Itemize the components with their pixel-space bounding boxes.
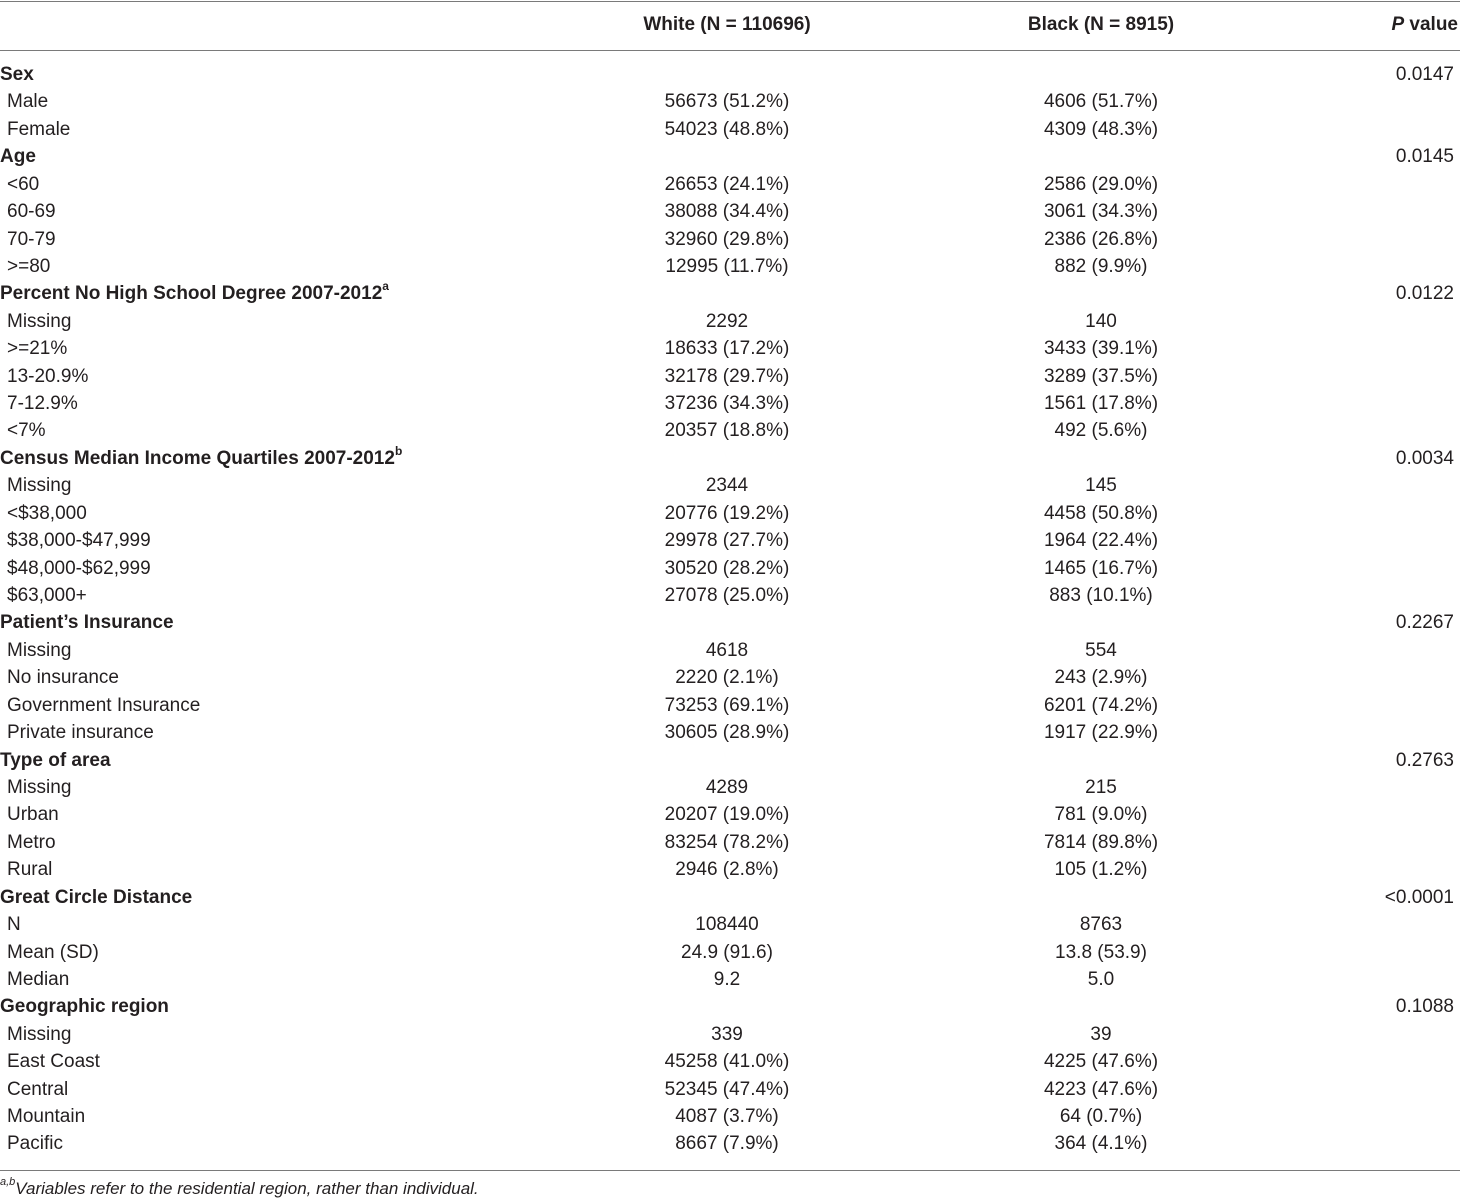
table-row — [0, 390, 1460, 417]
row-label-text: Geographic region — [0, 996, 169, 1018]
black-value: 883 (10.1%) — [1049, 585, 1153, 607]
table-row — [0, 774, 1460, 801]
black-value: 64 (0.7%) — [1059, 1106, 1143, 1128]
white-value: 12995 (11.7%) — [665, 255, 789, 277]
black-value: 13.8 (53.9) — [1055, 941, 1147, 963]
black-value: 5.0 — [1087, 968, 1115, 990]
black-value: 1465 (16.7%) — [1043, 557, 1159, 579]
p-value: 0.0145 — [1395, 146, 1454, 168]
row-label — [7, 1021, 71, 1048]
table-row — [0, 801, 1460, 828]
row-label — [7, 582, 87, 609]
row-label-text: N — [7, 914, 21, 936]
black-value: 4606 (51.7%) — [1043, 91, 1159, 113]
section-label — [0, 884, 192, 911]
row-label-text: Patient’s Insurance — [0, 612, 174, 634]
row-label — [7, 637, 71, 664]
white-value: 4087 (3.7%) — [675, 1106, 779, 1128]
row-label-text: Male — [7, 91, 49, 113]
table-row — [0, 1076, 1460, 1103]
row-label — [7, 335, 67, 362]
row-label-text: >=21% — [7, 338, 68, 360]
footnote-text: Variables refer to the residential region, rather than individual. — [15, 1179, 479, 1198]
footnote-ref: a — [382, 279, 389, 294]
row-label — [7, 226, 56, 253]
p-value: 0.2763 — [1395, 749, 1454, 771]
table-row — [0, 198, 1460, 225]
row-label — [7, 774, 71, 801]
row-label-text: Census Median Income Quartiles 2007-2012 — [0, 447, 395, 469]
table-row — [0, 335, 1460, 362]
section-label — [0, 445, 402, 472]
table-row — [0, 500, 1460, 527]
white-value: 54023 (48.8%) — [664, 118, 790, 140]
row-label-text: Missing — [7, 475, 72, 497]
table-row — [0, 226, 1460, 253]
black-value: 781 (9.0%) — [1054, 804, 1148, 826]
white-value: 30520 (28.2%) — [664, 557, 790, 579]
row-label-text: Missing — [7, 639, 72, 661]
table-row — [0, 1103, 1460, 1130]
row-label-text: Age — [0, 146, 36, 168]
black-value: 140 — [1085, 310, 1117, 332]
row-label — [7, 527, 151, 554]
p-value: 0.0122 — [1395, 283, 1454, 305]
table-row — [0, 116, 1460, 143]
table-row — [0, 692, 1460, 719]
white-value: 30605 (28.9%) — [664, 722, 790, 744]
white-value: 2292 — [705, 310, 749, 332]
row-label — [7, 692, 200, 719]
black-value: 7814 (89.8%) — [1043, 831, 1159, 853]
row-label-text: 70-79 — [7, 228, 56, 250]
black-value: 4225 (47.6%) — [1043, 1051, 1159, 1073]
header-p-italic: P — [1391, 14, 1405, 35]
row-label-text: Government Insurance — [7, 694, 201, 716]
table-section-row — [0, 143, 1460, 170]
row-label-text: Median — [7, 968, 70, 990]
table-body — [0, 61, 1460, 1158]
table-row — [0, 1130, 1460, 1157]
section-label — [0, 143, 36, 170]
row-label — [7, 500, 87, 527]
row-label-text: $38,000-$47,999 — [7, 530, 151, 552]
white-value: 20207 (19.0%) — [664, 804, 790, 826]
row-label — [7, 664, 119, 691]
black-value: 1561 (17.8%) — [1043, 393, 1159, 415]
row-label-text: Mean (SD) — [7, 941, 99, 963]
p-value: 0.0034 — [1395, 447, 1454, 469]
table-row — [0, 88, 1460, 115]
table-row — [0, 1048, 1460, 1075]
table-row — [0, 1021, 1460, 1048]
section-label — [0, 609, 174, 636]
white-value: 45258 (41.0%) — [664, 1051, 790, 1073]
row-label — [7, 417, 46, 444]
row-label — [7, 801, 59, 828]
table-row — [0, 829, 1460, 856]
black-value: 215 — [1085, 776, 1117, 798]
row-label-text: 60-69 — [7, 201, 56, 223]
row-label — [7, 1048, 100, 1075]
white-value: 8667 (7.9%) — [675, 1133, 779, 1155]
table-row — [0, 911, 1460, 938]
table-row — [0, 555, 1460, 582]
table-row — [0, 472, 1460, 499]
black-value: 2386 (26.8%) — [1043, 228, 1159, 250]
black-value: 8763 — [1079, 914, 1123, 936]
black-value: 4223 (47.6%) — [1043, 1078, 1159, 1100]
row-label-text: 13-20.9% — [7, 365, 89, 387]
black-value: 39 — [1090, 1023, 1112, 1045]
white-value: 20776 (19.2%) — [664, 502, 790, 524]
row-label-text: <7% — [7, 420, 46, 442]
white-value: 37236 (34.3%) — [664, 393, 790, 415]
p-value: 0.2267 — [1395, 612, 1454, 634]
white-value: 27078 (25.0%) — [664, 585, 790, 607]
row-label — [7, 829, 56, 856]
table-section-row — [0, 884, 1460, 911]
table-row — [0, 417, 1460, 444]
white-value: 339 — [711, 1023, 743, 1045]
row-label-text: Sex — [0, 64, 34, 85]
header-p-value — [1391, 13, 1458, 37]
section-label — [0, 993, 169, 1020]
white-value: 83254 (78.2%) — [664, 831, 790, 853]
black-value: 492 (5.6%) — [1054, 420, 1148, 442]
row-label-text: Rural — [7, 859, 53, 881]
table-bottom-rule — [0, 1170, 1460, 1171]
row-label — [7, 719, 154, 746]
white-value: 2344 — [705, 475, 749, 497]
white-value: 2220 (2.1%) — [675, 667, 779, 689]
black-value: 554 — [1085, 639, 1117, 661]
row-label — [7, 911, 21, 938]
row-label-text: Urban — [7, 804, 59, 826]
p-value: <0.0001 — [1384, 886, 1454, 908]
row-label — [7, 198, 56, 225]
section-label — [0, 747, 111, 774]
row-label-text: >=80 — [7, 255, 51, 277]
black-value: 1917 (22.9%) — [1043, 722, 1159, 744]
black-value: 3289 (37.5%) — [1043, 365, 1159, 387]
row-label-text: $48,000-$62,999 — [7, 557, 151, 579]
row-label — [7, 88, 48, 115]
black-value: 4458 (50.8%) — [1043, 502, 1159, 524]
table-header — [0, 0, 1460, 50]
white-value: 18633 (17.2%) — [664, 338, 790, 360]
row-label-text: Great Circle Distance — [0, 886, 193, 908]
section-label — [0, 61, 34, 88]
table-row — [0, 363, 1460, 390]
white-value: 52345 (47.4%) — [664, 1078, 790, 1100]
white-value: 2946 (2.8%) — [675, 859, 779, 881]
row-label — [7, 856, 52, 883]
white-value: 4289 — [705, 776, 749, 798]
row-label — [7, 308, 71, 335]
table-section-row — [0, 609, 1460, 636]
table-header-rule — [0, 50, 1460, 51]
white-value: 9.2 — [713, 968, 741, 990]
table-section-row — [0, 445, 1460, 472]
row-label — [7, 555, 151, 582]
table-row — [0, 939, 1460, 966]
row-label-text: Missing — [7, 310, 72, 332]
table-row — [0, 527, 1460, 554]
row-label — [7, 171, 39, 198]
white-value: 32960 (29.8%) — [664, 228, 790, 250]
row-label-text: 7-12.9% — [7, 393, 78, 415]
row-label-text: Mountain — [7, 1106, 86, 1128]
header-black: Black (N = 8915) — [1027, 14, 1175, 35]
table-row — [0, 637, 1460, 664]
row-label-text: Central — [7, 1078, 69, 1100]
white-value: 73253 (69.1%) — [664, 694, 790, 716]
row-label-text: <$38,000 — [7, 502, 87, 524]
white-value: 108440 — [695, 914, 759, 936]
black-value: 6201 (74.2%) — [1043, 694, 1159, 716]
black-value: 243 (2.9%) — [1054, 667, 1148, 689]
row-label — [7, 966, 69, 993]
table-section-row — [0, 61, 1460, 88]
white-value: 29978 (27.7%) — [664, 530, 790, 552]
header-white: White (N = 110696) — [643, 14, 811, 35]
black-value: 2586 (29.0%) — [1043, 173, 1159, 195]
row-label — [7, 363, 88, 390]
row-label-text: Percent No High School Degree 2007-2012 — [0, 283, 383, 305]
row-label-text: Pacific — [7, 1133, 63, 1155]
row-label — [7, 116, 70, 143]
row-label — [7, 1130, 63, 1157]
row-label-text: $63,000+ — [7, 585, 87, 607]
p-value: 0.0147 — [1395, 64, 1454, 85]
black-value: 3061 (34.3%) — [1043, 201, 1159, 223]
table-section-row — [0, 993, 1460, 1020]
row-label — [7, 472, 71, 499]
row-label-text: Female — [7, 118, 71, 140]
table-section-row — [0, 280, 1460, 307]
table-section-row — [0, 747, 1460, 774]
row-label — [7, 1076, 68, 1103]
table-row — [0, 856, 1460, 883]
black-value: 105 (1.2%) — [1054, 859, 1148, 881]
black-value: 145 — [1085, 475, 1117, 497]
row-label-text: Private insurance — [7, 722, 154, 744]
row-label-text: Metro — [7, 831, 56, 853]
row-label — [7, 253, 50, 280]
white-value: 38088 (34.4%) — [664, 201, 790, 223]
black-value: 1964 (22.4%) — [1043, 530, 1159, 552]
row-label-text: Missing — [7, 1023, 72, 1045]
table-row — [0, 966, 1460, 993]
row-label — [7, 1103, 85, 1130]
table-row — [0, 253, 1460, 280]
table-row — [0, 171, 1460, 198]
white-value: 56673 (51.2%) — [664, 91, 790, 113]
table-row — [0, 664, 1460, 691]
table-row — [0, 308, 1460, 335]
black-value: 882 (9.9%) — [1054, 255, 1148, 277]
table-row — [0, 719, 1460, 746]
row-label-text: East Coast — [7, 1051, 100, 1073]
row-label-text: <60 — [7, 173, 40, 195]
header-p-rest: value — [1404, 14, 1458, 35]
white-value: 26653 (24.1%) — [664, 173, 790, 195]
table-footnote — [0, 1178, 479, 1200]
row-label-text: No insurance — [7, 667, 119, 689]
row-label — [7, 939, 99, 966]
row-label-text: Missing — [7, 776, 72, 798]
p-value: 0.1088 — [1395, 996, 1454, 1018]
footnote-marker: a,b — [0, 1176, 16, 1189]
black-value: 364 (4.1%) — [1054, 1133, 1148, 1155]
black-value: 3433 (39.1%) — [1043, 338, 1159, 360]
white-value: 24.9 (91.6) — [681, 941, 773, 963]
row-label — [7, 390, 78, 417]
footnote-ref: b — [394, 443, 403, 458]
table-row — [0, 582, 1460, 609]
white-value: 4618 — [705, 639, 749, 661]
black-value: 4309 (48.3%) — [1043, 118, 1159, 140]
section-label — [0, 280, 389, 307]
white-value: 20357 (18.8%) — [664, 420, 790, 442]
row-label-text: Type of area — [0, 749, 111, 771]
white-value: 32178 (29.7%) — [664, 365, 790, 387]
